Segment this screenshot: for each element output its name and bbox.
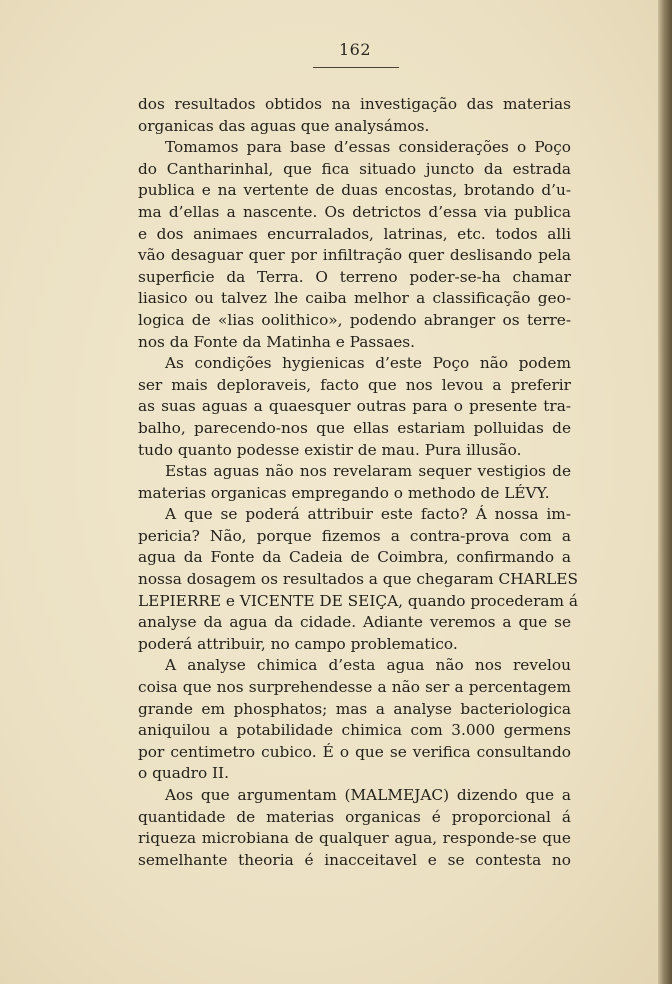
text-line: ser mais deploraveis, facto que nos levou a preferir <box>138 375 571 394</box>
text-line: as suas aguas a quaesquer outras para o presente tra- <box>138 397 571 416</box>
text-line: nos da Fonte da Matinha e Passaes. <box>138 332 415 351</box>
text-line: do Cantharinhal, que fica situado juncto da estrada <box>138 159 571 178</box>
text-line: liasico ou talvez lhe caiba melhor a classificação geo- <box>138 289 571 308</box>
text-line: semelhante theoria é inacceitavel e se contesta no <box>138 850 571 869</box>
header-rule <box>313 67 399 68</box>
text-line: LEPIERRE e VICENTE DE SEIÇA, quando procederam á <box>138 591 579 610</box>
text-line: materias organicas empregando o methodo de LÉVY. <box>138 483 550 502</box>
text-line: superficie da Terra. O terreno poder-se-ha chamar <box>138 267 571 286</box>
text-line: nossa dosagem os resultados a que chegaram CHARLES <box>138 570 578 589</box>
text-line: coisa que nos surprehendesse a não ser a percentagem <box>138 678 571 697</box>
text-line: por centimetro cubico. É o que se verifica consultando <box>138 742 571 761</box>
text-line: pericia? Não, porque fizemos a contra-prova com a <box>138 526 571 545</box>
text-line: quantidade de materias organicas é proporcional á <box>138 807 571 826</box>
text-line: o quadro II. <box>138 764 229 783</box>
text-line: vão desaguar quer por infiltração quer deslisando pela <box>138 246 571 265</box>
text-line: balho, parecendo-nos que ellas estariam polluidas de <box>138 418 571 437</box>
text-line: Tomamos para base d’essas considerações o Poço <box>165 138 571 157</box>
text-line: publica e na vertente de duas encostas, brotando d’u- <box>138 181 571 200</box>
text-line: ma d’ellas a nascente. Os detrictos d’essa via publica <box>138 202 571 221</box>
text-line: Aos que argumentam (MALMEJAC) dizendo que a <box>165 786 571 804</box>
text-line: organicas das aguas que analysámos. <box>138 116 430 135</box>
text-line: aniquilou a potabilidade chimica com 3.000 germens <box>138 721 571 740</box>
text-line: A que se poderá attribuir este facto? Á nossa im- <box>165 505 571 524</box>
text-line: Estas aguas não nos revelaram sequer vestigios de <box>165 462 571 481</box>
text-line: tudo quanto podesse existir de mau. Pura illusão. <box>138 440 522 459</box>
text-line: dos resultados obtidos na investigação das materias <box>138 95 571 113</box>
text-line: A analyse chimica d’esta agua não nos revelou <box>165 656 571 675</box>
body-text <box>138 94 579 871</box>
text-line: poderá attribuir, no campo problematico. <box>138 634 458 653</box>
page-number: 162 <box>338 40 372 59</box>
text-line: analyse da agua da cidade. Adiante veremos a que se <box>138 613 571 632</box>
text-line: riqueza microbiana de qualquer agua, responde-se que <box>138 829 571 848</box>
text-line: e dos animaes encurralados, latrinas, etc. todos alli <box>138 224 571 243</box>
text-line: As condições hygienicas d’este Poço não podem <box>165 354 571 373</box>
text-line: logica de «lias oolithico», podendo abranger os terre- <box>138 310 571 329</box>
text-line: grande em phosphatos; mas a analyse bacteriologica <box>138 699 571 718</box>
book-binding-edge <box>658 0 672 984</box>
text-line: agua da Fonte da Cadeia de Coimbra, confirmando a <box>138 548 571 567</box>
